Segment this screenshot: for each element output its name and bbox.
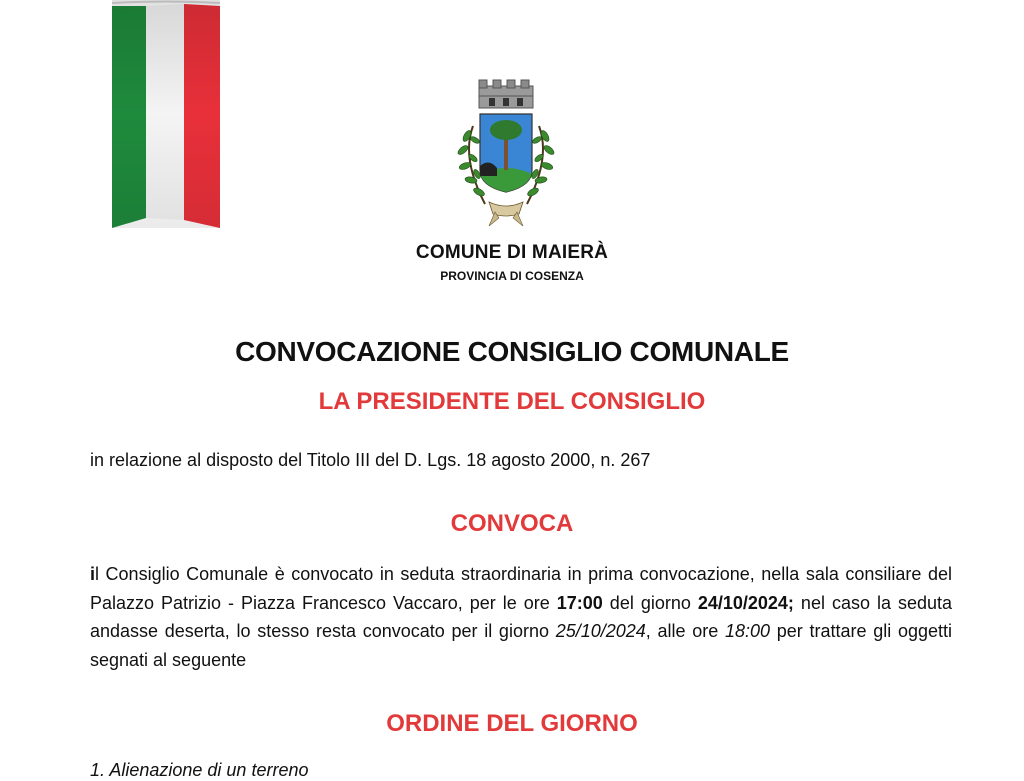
document-title: CONVOCAZIONE CONSIGLIO COMUNALE bbox=[235, 336, 789, 367]
body-part-5: per trattare gli oggetti segnati al seguente bbox=[90, 621, 952, 670]
convocation-body bbox=[90, 560, 952, 674]
legal-reference-text: in relazione al disposto del Titolo III del D. Lgs. 18 agosto 2000, n. 267 bbox=[90, 450, 651, 470]
convoca-heading: CONVOCA bbox=[450, 510, 574, 537]
comune-name: COMUNE DI MAIERÀ bbox=[415, 242, 609, 263]
provincia-label: PROVINCIA DI COSENZA bbox=[440, 269, 584, 283]
ribbon-knot-icon bbox=[489, 202, 523, 226]
italian-flag-ribbon bbox=[112, 0, 220, 228]
issuer-heading: LA PRESIDENTE DEL CONSIGLIO bbox=[318, 388, 706, 415]
body-part-4: , alle ore bbox=[645, 621, 725, 641]
coat-of-arms-icon bbox=[445, 78, 567, 228]
agenda-heading: ORDINE DEL GIORNO bbox=[386, 710, 638, 737]
body-lead-letter: i bbox=[90, 564, 96, 584]
agenda-item: 1. Alienazione di un terreno bbox=[90, 760, 309, 780]
body-part-3: nel caso la seduta andasse deserta, lo stesso resta convocato per il giorno bbox=[90, 592, 952, 641]
body-part-1: l Consiglio Comunale è convocato in seduta straordinaria in prima convocazione, nella sala consiliare del Palazzo Patrizio - Piazza Francesco Vaccaro, per le ore bbox=[90, 564, 952, 613]
second-meeting-date: 25/10/2024 bbox=[555, 621, 646, 641]
mural-crown-icon bbox=[479, 80, 533, 108]
first-meeting-time: 17:00 bbox=[556, 592, 603, 613]
body-part-2: del giorno bbox=[602, 592, 698, 613]
first-meeting-date: 24/10/2024; bbox=[697, 592, 794, 613]
second-meeting-time: 18:00 bbox=[724, 621, 771, 641]
